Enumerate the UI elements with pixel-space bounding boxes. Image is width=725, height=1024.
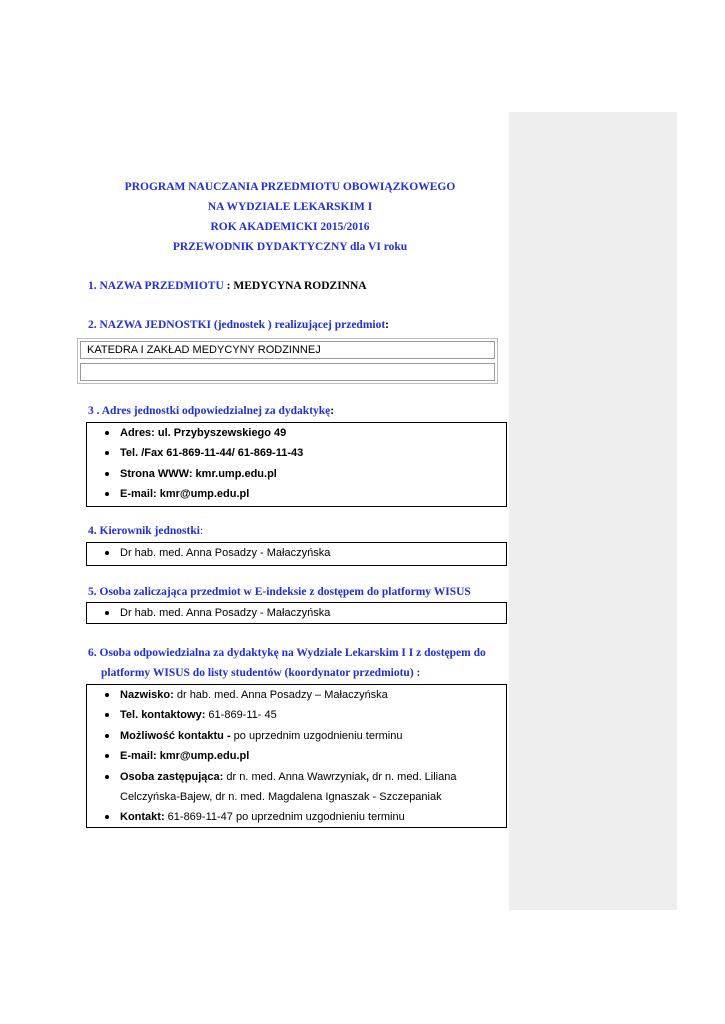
section-4-heading (88, 524, 203, 538)
section-2-label: 2. NAZWA JEDNOSTKI (jednostek ) realizującej przedmiot (88, 319, 386, 331)
coordinator-phone-item (87, 705, 506, 725)
phone-fax-item: Tel. /Fax 61-869-11-44/ 61-869-11-43 (87, 443, 506, 463)
substitute-item (87, 767, 506, 787)
substitute-comma: , (365, 770, 370, 783)
contact-2-key: Kontakt: (120, 811, 165, 824)
faculty-title: NA WYDZIALE LEKARSKIM I (207, 201, 373, 213)
section-4-colon: : (199, 525, 204, 537)
section-6-heading-line-2: platformy WISUS do listy studentów (koordynator przedmiotu) : (101, 667, 421, 679)
contact-possibility-item (87, 726, 506, 746)
contact-2-item (87, 807, 506, 827)
website-item: Strona WWW: kmr.ump.edu.pl (87, 464, 506, 484)
section-5-heading: 5. Osoba zaliczająca przedmiot w E-indeksie z dostępem do platformy WISUS (88, 586, 471, 598)
contact-key: Możliwość kontaktu - (120, 729, 231, 742)
section-2-heading (88, 318, 389, 332)
section-3-heading (88, 404, 334, 418)
section-6-heading-line-1: 6. Osoba odpowiedzialna za dydaktykę na Wydziale Lekarskim I I z dostępem do (88, 647, 486, 659)
substitute-value-2: dr n. med. Liliana (369, 770, 457, 783)
coordinator-box (86, 684, 507, 828)
examiner-box (86, 602, 507, 624)
examiner-item: Dr hab. med. Anna Posadzy - Małaczyńska (87, 603, 506, 623)
substitute-key: Osoba zastępująca: (120, 770, 224, 783)
unit-table-row-2 (80, 363, 495, 381)
contact-value: po uprzednim uzgodnieniu terminu (230, 729, 403, 742)
section-2-colon: : (385, 319, 390, 331)
name-key: Nazwisko: (120, 689, 174, 701)
coordinator-email-item: E-mail: kmr@ump.edu.pl (87, 746, 506, 766)
section-3-label: 3 . Adres jednostki odpowiedzialnej za dydaktykę (88, 405, 331, 417)
guide-title: PRZEWODNIK DYDAKTYCZNY dla VI roku (172, 241, 408, 253)
unit-table (77, 338, 498, 384)
section-1-heading (88, 279, 367, 293)
head-of-unit-box (86, 542, 507, 566)
contact-2-value: 61-869-11-47 po uprzednim uzgodnieniu terminu (164, 811, 405, 824)
section-1-separator: : (223, 280, 234, 292)
section-1-label: 1. NAZWA PRZEDMIOTU (88, 280, 224, 292)
section-3-colon: : (330, 405, 335, 417)
program-title: PROGRAM NAUCZANIA PRZEDMIOTU OBOWIĄZKOWEGO (124, 181, 456, 193)
academic-year: ROK AKADEMICKI 2015/2016 (210, 221, 370, 233)
phone-value: 61-869-11- 45 (205, 709, 277, 722)
phone-key: Tel. kontaktowy: (120, 709, 206, 722)
address-item: Adres: ul. Przybyszewskiego 49 (87, 423, 506, 443)
name-value: dr hab. med. Anna Posadzy – Małaczyńska (173, 689, 388, 701)
unit-table-row-1: KATEDRA I ZAKŁAD MEDYCYNY RODZINNEJ (80, 341, 495, 359)
substitute-continuation: Celczyńska-Bajew, dr n. med. Magdalena Ignaszak - Szczepaniak (120, 791, 442, 804)
substitute-value-1: dr n. med. Anna Wawrzyniak (223, 770, 366, 783)
coordinator-name-item (87, 685, 506, 705)
email-item: E-mail: kmr@ump.edu.pl (87, 484, 506, 504)
section-4-label: 4. Kierownik jednostki (88, 525, 200, 537)
address-box (86, 422, 507, 507)
head-of-unit-item: Dr hab. med. Anna Posadzy - Małaczyńska (87, 543, 506, 563)
section-1-value: MEDYCYNA RODZINNA (233, 280, 367, 292)
